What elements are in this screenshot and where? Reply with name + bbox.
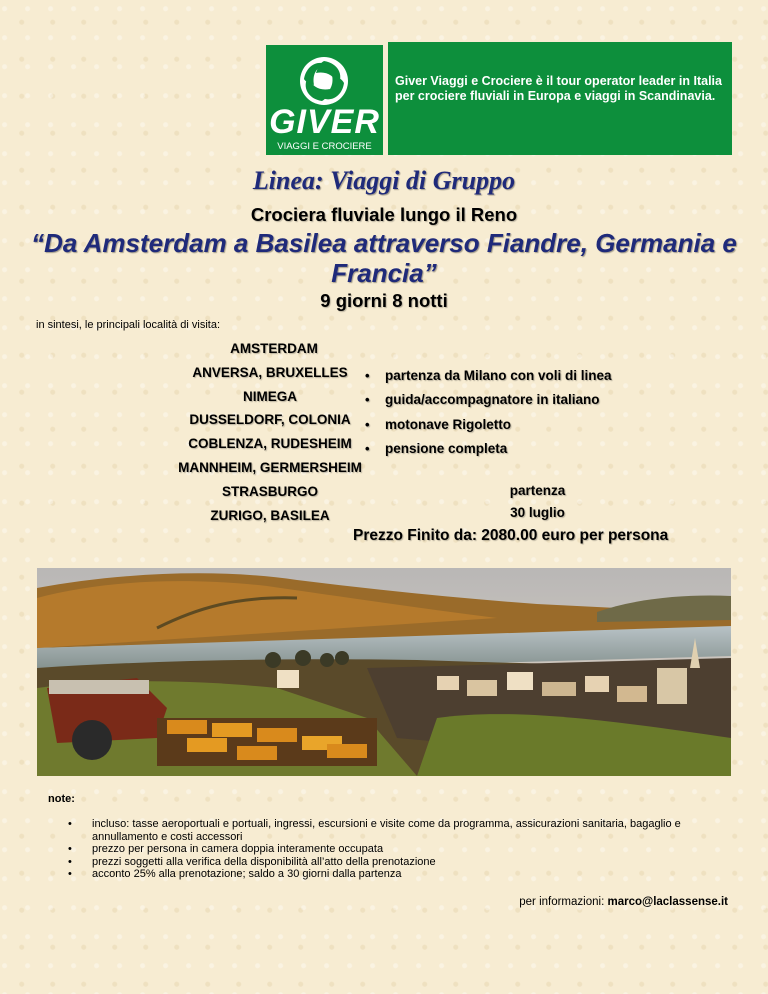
note-item: • incluso: tasse aeroportuali e portuali, ingressi, escursioni e visite come da programma, assicurazioni sanitaria, bagaglio e annullamento e costi accessori <box>68 818 728 843</box>
notes-label: note: <box>48 793 75 805</box>
contact-label: per informazioni: <box>519 896 605 908</box>
place-item: AMSTERDAM <box>230 341 318 356</box>
place-item: MANNHEIM, GERMERSHEIM <box>178 459 362 475</box>
departure-label: partenza <box>509 483 566 498</box>
giver-logo <box>266 45 383 155</box>
cruise-subtitle: Crociera fluviale lungo il Reno <box>250 204 518 225</box>
place-item: NIMEGA <box>243 388 297 404</box>
places-intro: in sintesi, le principali località di visita: <box>36 319 221 331</box>
feature-item: • partenza da Milano con voli di linea <box>365 368 612 392</box>
line-title: Linea: Viaggi di Gruppo <box>252 166 516 195</box>
feature-item: • pensione completa <box>365 441 612 465</box>
trip-duration: 9 giorni 8 notti <box>320 290 448 311</box>
place-item: STRASBURGO <box>221 483 318 499</box>
logo-brand: GIVER <box>269 103 380 141</box>
company-description: Giver Viaggi e Crociere è il tour operator leader in Italia per crociere fluviali in Europa e viaggi in Scandinavia. <box>388 42 732 155</box>
place-item: ZURIGO, BASILEA <box>210 507 330 523</box>
place-item: DUSSELDORF, COLONIA <box>189 412 351 428</box>
contact-email[interactable]: marco@laclassense.it <box>607 896 728 908</box>
feature-item: • guida/accompagnatore in italiano <box>365 392 612 416</box>
rhine-landscape-photo <box>37 568 731 776</box>
place-item: COBLENZA, RUDESHEIM <box>188 436 352 452</box>
feature-item: • motonave Rigoletto <box>365 417 612 441</box>
note-item: • acconto 25% alla prenotazione; saldo a 30 giorni dalla partenza <box>68 868 728 881</box>
contact-info <box>519 896 728 908</box>
trip-title: “Da Amsterdam a Basilea attraverso Fiandre, Germania e Francia” <box>31 228 737 288</box>
place-item: ANVERSA, BRUXELLES <box>192 364 348 380</box>
features-list <box>365 368 612 465</box>
notes-list <box>68 818 728 881</box>
giver-swirl-icon <box>298 55 350 107</box>
note-item: • prezzi soggetti alla verifica della disponibilità all’atto della prenotazione <box>68 856 728 869</box>
note-item: • prezzo per persona in camera doppia interamente occupata <box>68 843 728 856</box>
departure-date: 30 luglio <box>510 505 565 520</box>
price-line: Prezzo Finito da: 2080.00 euro per persona <box>353 527 669 544</box>
logo-subtitle: VIAGGI E CROCIERE <box>277 141 372 152</box>
departure-info <box>455 480 620 524</box>
